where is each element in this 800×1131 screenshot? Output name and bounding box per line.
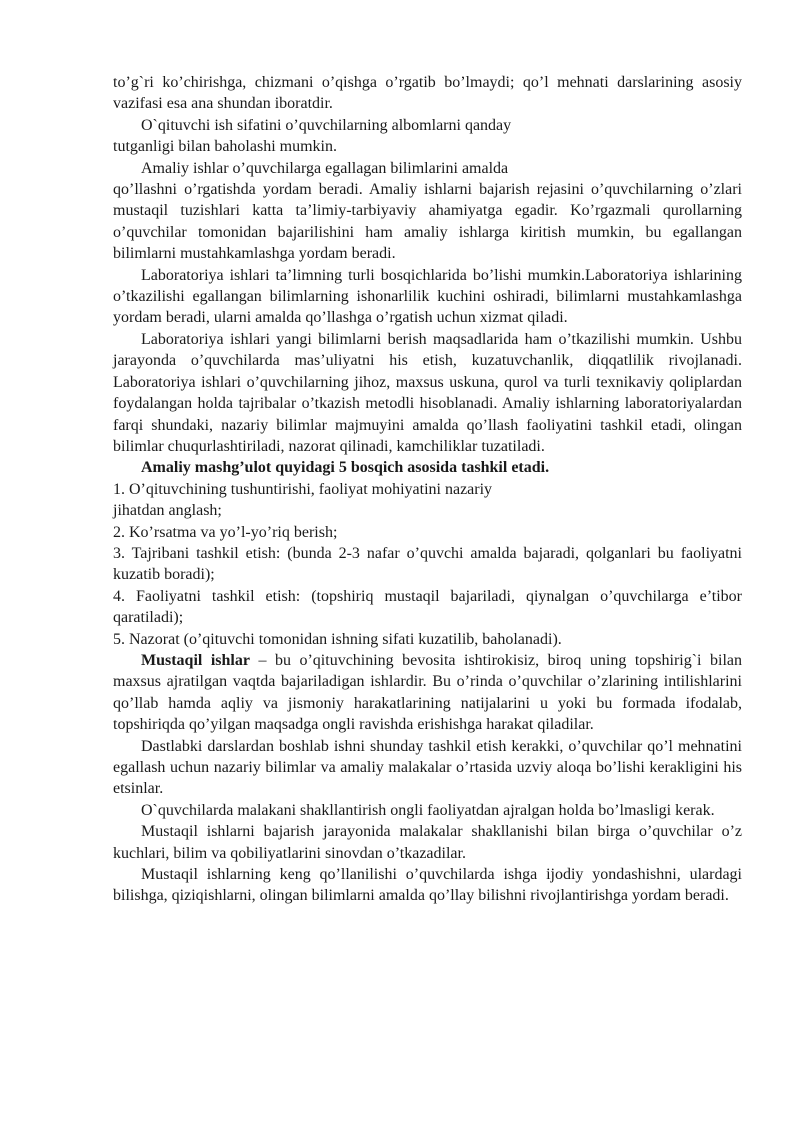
paragraph: Laboratoriya ishlari ta’limning turli bosqichlarida bo’lishi mumkin.Laboratoriya ishlarining o’tkazilishi egallangan bilimlarning ishonarlilik kuchini oshiradi, bilimlarni mustahkamlashga yordam beradi, ularni amalda qo’llashga o’rgatish uchun xizmat qiladi. [113,266,742,327]
document-page [113,72,742,907]
section-heading: Amaliy mashg’ulot quyidagi 5 bosqich asosida tashkil etadi. [141,459,550,477]
paragraph-line: tutganligi bilan baholashi mumkin. [113,138,337,156]
paragraph: to’g`ri ko’chirishga, chizmani o’qishga o’rgatib bo’lmaydi; qo’l mehnati darslarining asosiy vazifasi esa ana shundan iboratdir. [113,74,742,113]
list-item: 3. Tajribani tashkil etish: (bunda 2-3 nafar o’quvchi amalda bajaradi, qolganlari bu faoliyatni kuzatib boradi); [113,544,742,584]
list-item: 2. Ko’rsatma va yo’l-yo’riq berish; [113,523,338,541]
paragraph: Laboratoriya ishlari yangi bilimlarni berish maqsadlarida ham o’tkazilishi mumkin. Ushbu jarayonda o’quvchilarda mas’uliyatni his etish, kuzatuvchanlik, diqqatlilik rivojlanadi. Laboratoriya ishlari o’quvchilarning jihoz, maxsus uskuna, qurol va turli texnikaviy qoliplardan foydalangan holda tajribalar o’tkazish metodli hisoblanadi. Amaliy ishlarning laboratoriyalardan farqi shundaki, nazariy bilimlar majmuyini amalda qo’llash faoliyatini tashkil etadi, olingan bilimlar chuqurlashtiriladi, nazorat qilinadi, kamchiliklar tuzatiladi. [113,330,742,455]
list-item: 4. Faoliyatni tashkil etish: (topshiriq mustaqil bajariladi, qiynalgan o’quvchilarga e’tibor qaratiladi); [113,587,742,627]
list-item: 1. O’qituvchining tushuntirishi, faoliyat mohiyatini nazariy [113,480,493,498]
paragraph-line: Amaliy ishlar o’quvchilarga egallagan bilimlarini amalda [141,159,509,177]
list-item-continuation: jihatdan anglash; [113,502,222,520]
term-definition: – bu o’qituvchining bevosita ishtirokisiz, biroq uning topshirig`i bilan maxsus ajratilgan vaqtda bajariladigan ishlardir. Bu o’rinda o’quvchilar o’zlarining intilishlarini qo’llab hamda aqliy va jismoniy harakatlarining natijalarini u yoki bu formada ifodalab, topshiriqda qo’yilgan maqsadga ongli ravishda erishishga harakat qiladilar. [113,651,742,734]
paragraph-line: O`qituvchi ish sifatini o’quvchilarning albomlarni qanday [141,116,512,134]
paragraph: Mustaqil ishlarni bajarish jarayonida malakalar shakllanishi bilan birga o’quvchilar o’z kuchlari, bilim va qobiliyatlarini sinovdan o’tkazadilar. [113,823,742,862]
paragraph: Mustaqil ishlarning keng qo’llanilishi o’quvchilarda ishga ijodiy yondashishni, ulardagi bilishga, qiziqishlarni, olingan bilimlarni amalda qo’llay bilishni rivojlantirishga yordam beradi. [113,866,742,905]
term-bold: Mustaqil ishlar [141,651,250,669]
paragraph: O`quvchilarda malakani shakllantirish ongli faoliyatdan ajralgan holda bo’lmasligi kerak. [141,801,715,819]
paragraph: qo’llashni o’rgatishda yordam beradi. Amaliy ishlarni bajarish rejasini o’quvchilarning o’zlari mustaqil tuzishlari katta ta’limiy-tarbiyaviy ahamiyatga egadir. Ko’rgazmali qurollarning o’quvchilar tomonidan bajarilishini ham amaliy ishlarga kiritish mumkin, bu egallangan bilimlarni mustahkamlashga yordam beradi. [113,181,742,263]
paragraph [113,650,742,736]
paragraph: Dastlabki darslardan boshlab ishni shunday tashkil etish kerakki, o’quvchilar qo’l mehnatini egallash uchun nazariy bilimlar va amaliy malakalar o’rtasida uzviy aloqa bo’lishi kerakligini his etsinlar. [113,737,742,798]
list-item: 5. Nazorat (o’qituvchi tomonidan ishning sifati kuzatilib, baholanadi). [113,630,562,648]
